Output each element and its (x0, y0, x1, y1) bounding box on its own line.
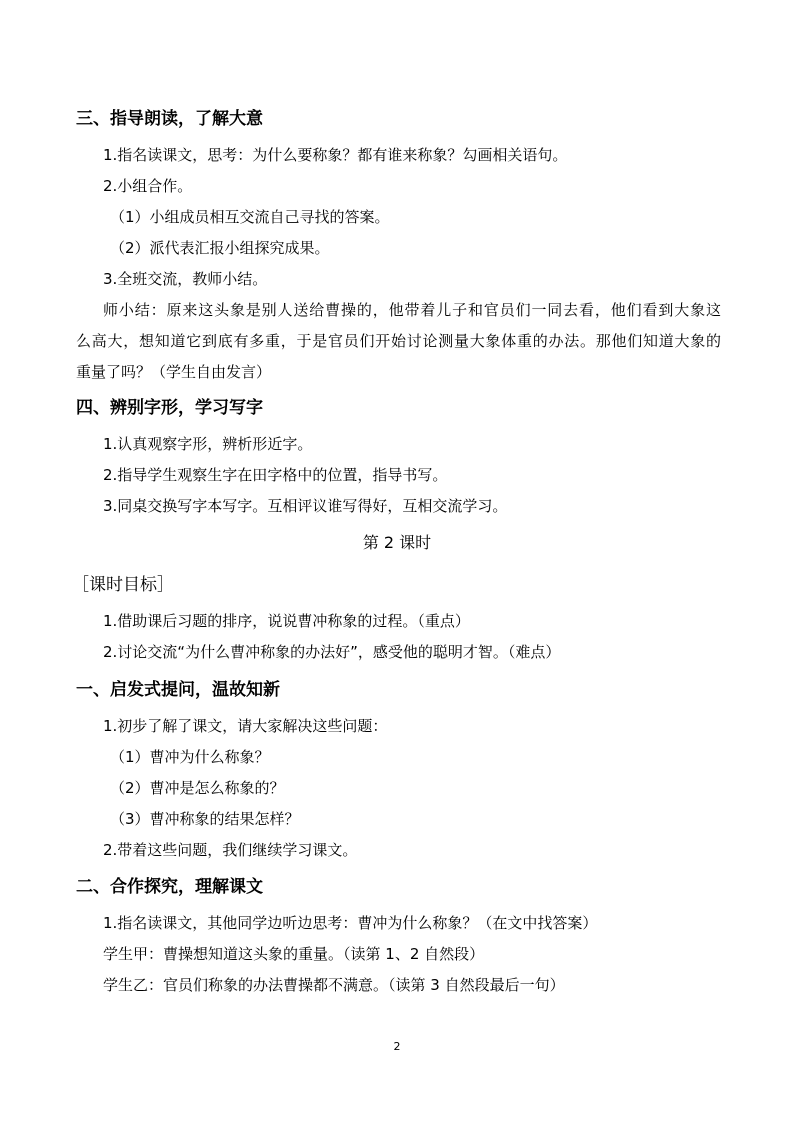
paragraph: 1.指名读课文，思考：为什么要称象？都有谁来称象？勾画相关语句。 (103, 146, 568, 164)
section-heading-2: 二、合作探究，理解课文 (76, 877, 263, 897)
paragraph: （1）曹冲为什么称象？ (110, 748, 270, 766)
paragraph: 1.初步了解了课文，请大家解决这些问题： (103, 717, 388, 735)
section-heading-4: 四、辨别字形，学习写字 (76, 398, 263, 418)
page-number: 2 (393, 1040, 401, 1053)
paragraph: 学生乙：官员们称象的办法曹操都不满意。（读第 3 自然段最后一句） (103, 976, 565, 994)
goals-heading: ［课时目标］ (72, 575, 174, 595)
summary-line: 师小结：原来这头象是别人送给曹操的，他带着儿子和官员们一同去看，他们看到大象这 (103, 301, 721, 319)
goal-item: 2.讨论交流“为什么曹冲称象的办法好”，感受他的聪明才智。（难点） (103, 643, 561, 661)
paragraph: （2）曹冲是怎么称象的？ (110, 779, 285, 797)
lesson-title: 第 2 课时 (362, 533, 432, 552)
paragraph: 1.认真观察字形，辨析形近字。 (103, 435, 313, 453)
paragraph: 学生甲：曹操想知道这头象的重量。（读第 1、2 自然段） (103, 945, 485, 963)
paragraph: 2.带着这些问题，我们继续学习课文。 (103, 841, 358, 859)
paragraph: （1）小组成员相互交流自己寻找的答案。 (110, 208, 390, 226)
section-heading-3: 三、指导朗读，了解大意 (76, 109, 263, 129)
section-heading-1: 一、启发式提问，温故知新 (76, 680, 280, 700)
paragraph: 2.指导学生观察生字在田字格中的位置，指导书写。 (103, 466, 448, 484)
summary-line: 重量了吗？（学生自由发言） (76, 363, 272, 381)
paragraph: （3）曹冲称象的结果怎样？ (110, 810, 300, 828)
goal-item: 1.借助课后习题的排序，说说曹冲称象的过程。（重点） (103, 612, 470, 630)
paragraph: 3.全班交流，教师小结。 (103, 270, 268, 288)
paragraph: 2.小组合作。 (103, 177, 193, 195)
summary-line: 么高大，想知道它到底有多重，于是官员们开始讨论测量大象体重的办法。那他们知道大象的 (76, 332, 721, 350)
paragraph: 3.同桌交换写字本写字。互相评议谁写得好，互相交流学习。 (103, 497, 508, 515)
paragraph: 1.指名读课文，其他同学边听边思考：曹冲为什么称象？（在文中找答案） (103, 914, 598, 932)
paragraph: （2）派代表汇报小组探究成果。 (110, 239, 330, 257)
